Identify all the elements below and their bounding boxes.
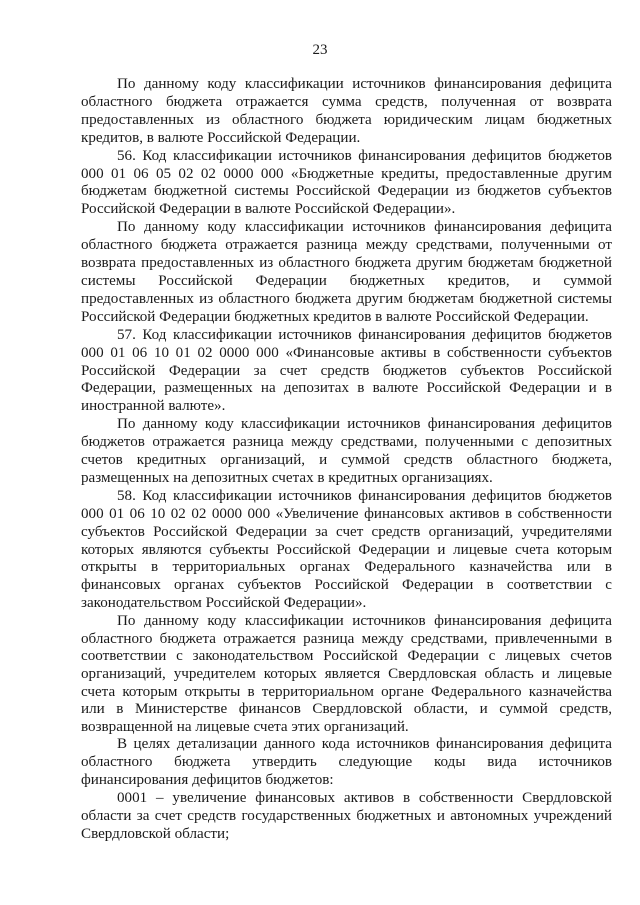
paragraph-detalization: В целях детализации данного кода источников финансирования дефицита областного бюджета утвердить следующие коды вида источников финансирования дефицитов бюджетов: [81,736,612,789]
paragraph-code-description: По данному коду классификации источников финансирования дефицита областного бюджета отражается разница между средствами, привлеченными в соответствии с законодательством Российской Федерации с лицевых счетов организаций, учредителем которых является Свердловская область и лицевые счета которым открыты в территориальном органе Федерального казначейства или в Министерстве финансов Свердловской области, и суммой средств, возвращенной на лицевые счета этих организаций. [81,613,612,735]
document-body [81,76,612,844]
paragraph-code-description: По данному коду классификации источников финансирования дефицита областного бюджета отражается разница между средствами, полученными от возврата предоставленных из областного бюджета другим бюджетам бюджетной системы Российской Федерации бюджетных кредитов, и суммой предоставленных из областного бюджета другим бюджетам бюджетной системы Российской Федерации бюджетных кредитов в валюте Российской Федерации. [81,219,612,325]
page-number: 23 [312,42,328,58]
paragraph-item-57: 57. Код классификации источников финансирования дефицитов бюджетов 000 01 06 10 01 02 0000 000 «Финансовые активы в собственности субъектов Российской Федерации за счет средств бюджетов субъектов Российской Федерации, размещенных на депозитах в валюте Российской Федерации и в иностранной валюте». [81,326,612,415]
paragraph-subcode-0001: 0001 – увеличение финансовых активов в собственности Свердловской области за счет средств государственных бюджетных и автономных учреждений Свердловской области; [81,790,612,842]
paragraph-code-description: По данному коду классификации источников финансирования дефицитов бюджетов отражается разница между средствами, полученными с депозитных счетов кредитных организаций, и суммой средств областного бюджета, размещенных на депозитных счетах в кредитных организациях. [81,416,612,486]
paragraph-code-description: По данному коду классификации источников финансирования дефицита областного бюджета отражается сумма средств, полученная от возврата предоставленных из областного бюджета юридическим лицам бюджетных кредитов, в валюте Российской Федерации. [81,76,612,146]
paragraph-item-58: 58. Код классификации источников финансирования дефицитов бюджетов 000 01 06 10 02 02 0000 000 «Увеличение финансовых активов в собственности субъектов Российской Федерации за счет средств организаций, учредителями которых являются субъекты Российской Федерации и лицевые счета которым открыты в территориальных органах Федерального казначейства или в финансовых органах субъектов Российской Федерации в соответствии с законодательством Российской Федерации». [81,487,612,612]
paragraph-item-56: 56. Код классификации источников финансирования дефицитов бюджетов 000 01 06 05 02 02 0000 000 «Бюджетные кредиты, предоставленные другим бюджетам бюджетной системы Российской Федерации из бюджетов субъектов Российской Федерации в валюте Российской Федерации». [81,147,612,218]
